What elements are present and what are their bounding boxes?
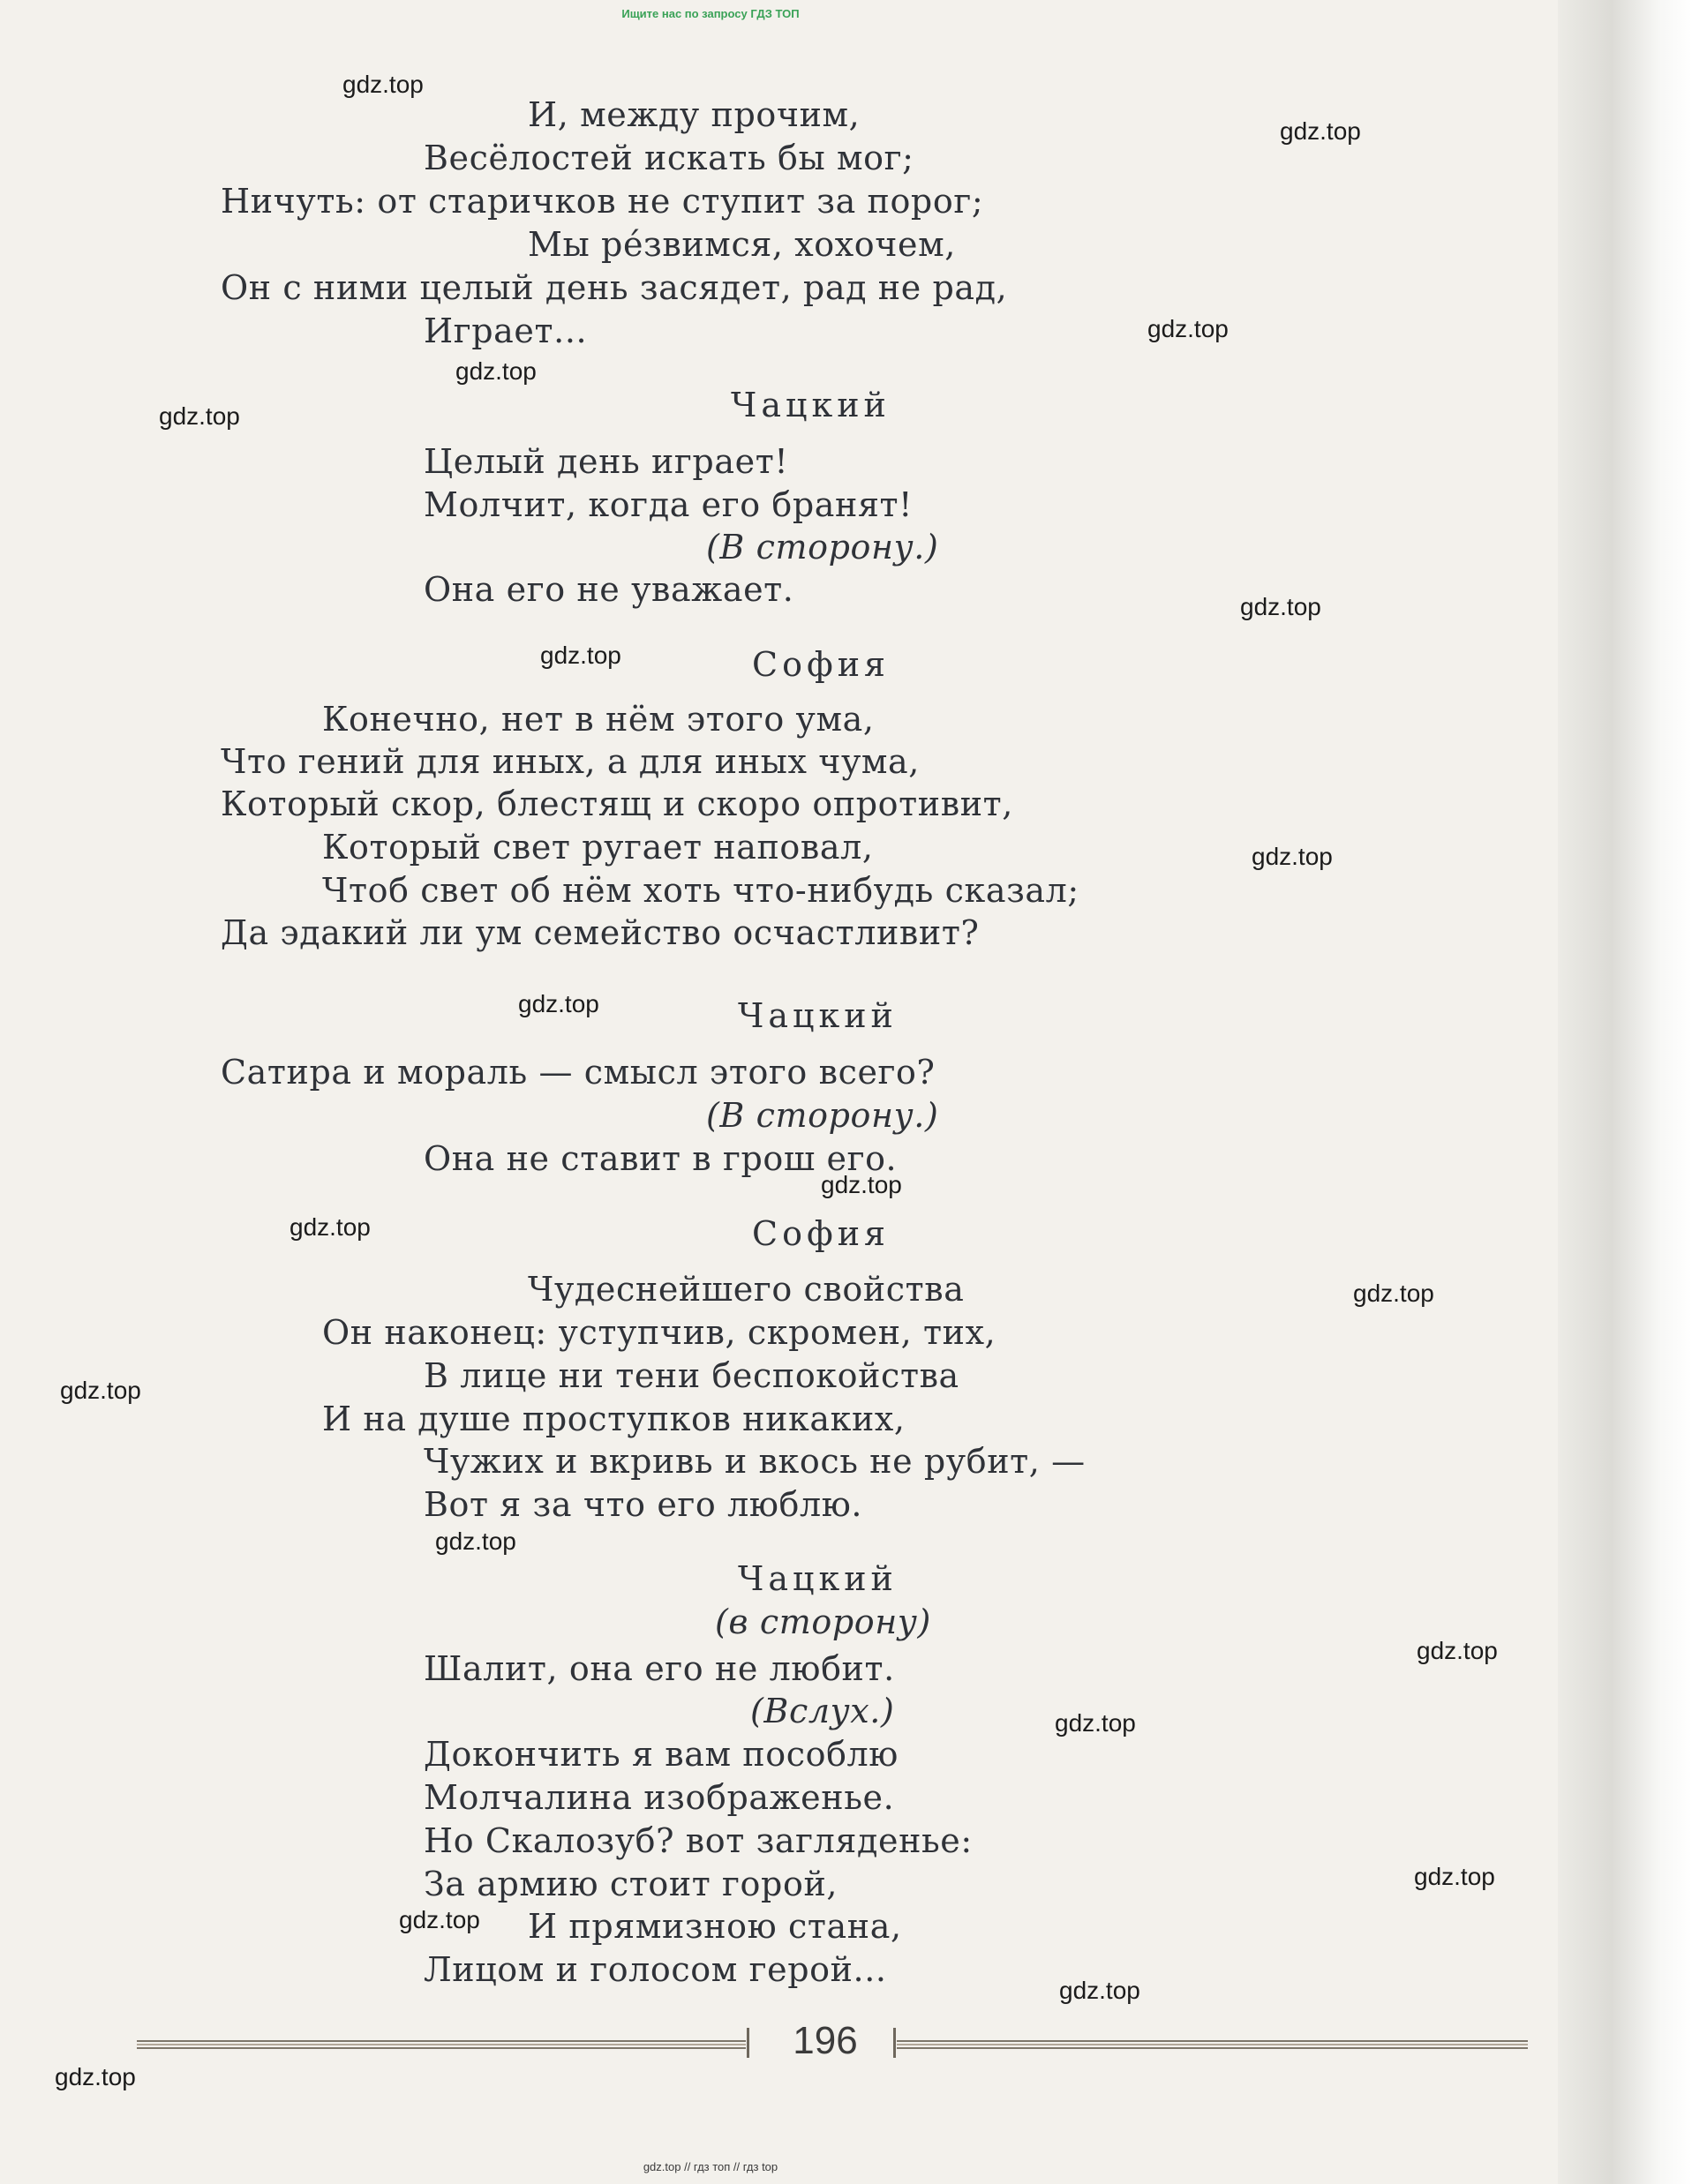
stage-direction: (в сторону) [715, 1602, 931, 1641]
speaker-name: София [752, 645, 890, 684]
speaker-name: Чацкий [738, 996, 898, 1035]
verse-line: Сатира и мораль — смысл этого всего? [221, 1053, 936, 1092]
footer-rule-right [897, 2039, 1528, 2050]
verse-line: Весёлостей искать бы мог; [424, 139, 914, 177]
footer-rule-cap-left [747, 2028, 749, 2058]
verse-line: Лицом и голосом герой... [424, 1950, 887, 1989]
watermark: gdz.top [1055, 1709, 1136, 1737]
verse-line: Но Скалозуб? вот загляденье: [424, 1821, 973, 1860]
verse-line: Вот я за что его люблю. [424, 1485, 863, 1524]
verse-line: Шалит, она его не любит. [424, 1649, 895, 1688]
verse-line: Докончить я вам пособлю [424, 1735, 899, 1774]
watermark: gdz.top [1353, 1280, 1434, 1307]
speaker-name: София [752, 1214, 890, 1253]
watermark: gdz.top [1240, 593, 1321, 620]
verse-line: Целый день играет! [424, 442, 789, 481]
watermark: gdz.top [518, 990, 599, 1017]
watermark: gdz.top [290, 1213, 371, 1241]
watermark: gdz.top [1414, 1863, 1495, 1890]
top-search-note: Ищите нас по запросу ГДЗ ТОП [621, 7, 800, 20]
verse-line: Молчит, когда его бранят! [424, 485, 914, 524]
bottom-note: gdz.top // гдз топ // гдз top [643, 2160, 778, 2173]
verse-line: В лице ни тени беспокойства [424, 1356, 959, 1395]
verse-line: Чудеснейшего свойства [528, 1270, 965, 1309]
verse-line: Играет... [424, 311, 588, 350]
verse-line: И на душе проступков никаких, [322, 1400, 906, 1438]
watermark: gdz.top [1252, 843, 1333, 870]
watermark: gdz.top [540, 642, 621, 669]
verse-line: Который свет ругает наповал, [322, 828, 874, 867]
verse-line: Который скор, блестящ и скоро опротивит, [221, 784, 1013, 823]
verse-line: И, между прочим, [528, 95, 861, 134]
watermark: gdz.top [435, 1527, 516, 1555]
verse-line: Ничуть: от старичков не ступит за порог; [221, 182, 984, 221]
watermark: gdz.top [1417, 1637, 1498, 1664]
watermark: gdz.top [342, 71, 424, 98]
verse-line: Да эдакий ли ум семейство осчастливит? [221, 913, 980, 952]
watermark: gdz.top [159, 402, 240, 430]
stage-direction: (Вслух.) [750, 1692, 895, 1730]
watermark: gdz.top [399, 1906, 480, 1933]
watermark: gdz.top [1280, 117, 1361, 145]
watermark: gdz.top [455, 357, 537, 385]
footer-rule-cap-right [893, 2028, 896, 2058]
stage-direction: (В сторону.) [706, 1096, 939, 1135]
verse-line: Конечно, нет в нём этого ума, [322, 700, 875, 739]
verse-line: Она его не уважает. [424, 570, 794, 609]
verse-line: Мы ре́звимся, хохочем, [528, 225, 956, 264]
verse-line: Она не ставит в грош его. [424, 1139, 898, 1178]
verse-line: За армию стоит горой, [424, 1865, 838, 1903]
watermark: gdz.top [60, 1377, 141, 1404]
footer-rule-left [137, 2039, 746, 2050]
verse-line: Молчалина изображенье. [424, 1778, 895, 1817]
verse-line: Он с ними целый день засядет, рад не рад, [221, 268, 1008, 307]
watermark: gdz.top [1147, 315, 1229, 342]
speaker-name: Чацкий [731, 386, 891, 424]
verse-line: Чужих и вкривь и вкось не рубит, — [424, 1442, 1086, 1481]
stage-direction: (В сторону.) [706, 528, 939, 567]
watermark: gdz.top [1059, 1977, 1140, 2004]
verse-line: Он наконец: уступчив, скромен, тих, [322, 1313, 996, 1352]
verse-line: Что гений для иных, а для иных чума, [221, 742, 920, 781]
watermark: gdz.top [821, 1171, 902, 1198]
speaker-name: Чацкий [738, 1559, 898, 1598]
page-number: 196 [793, 2019, 858, 2062]
watermark: gdz.top [55, 2063, 136, 2090]
verse-line: Чтоб свет об нём хоть что-нибудь сказал; [322, 871, 1079, 910]
verse-line: И прямизною стана, [528, 1907, 902, 1946]
